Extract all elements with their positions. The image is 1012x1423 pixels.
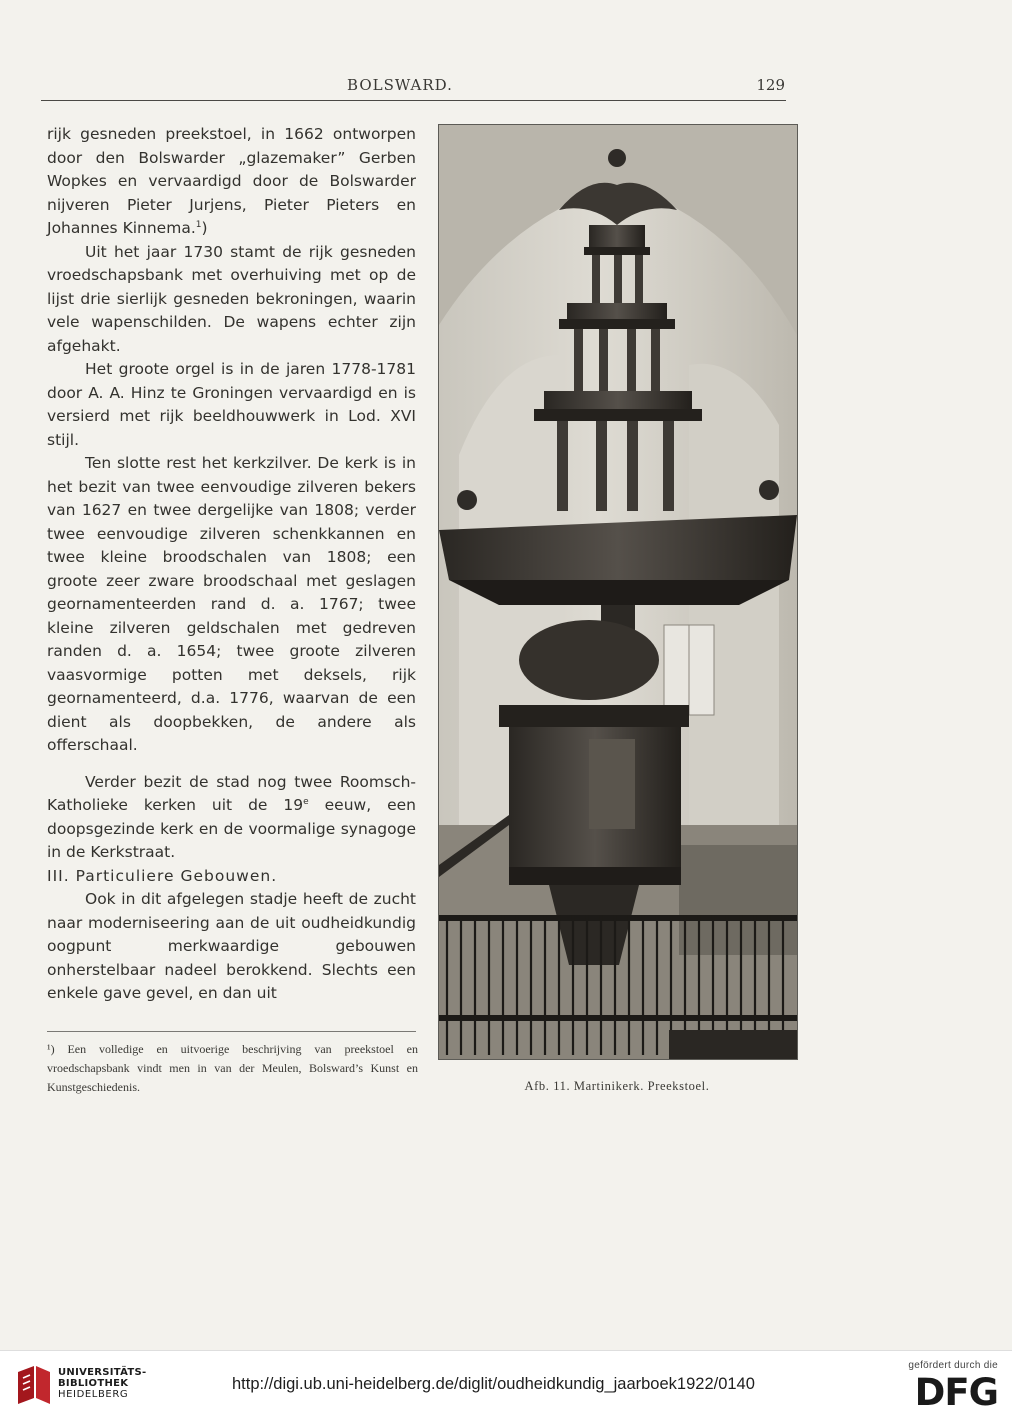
paragraph-council-bench: Uit het jaar 1730 stamt de rijk gesneden vroedschapsbank met overhuiving met op de lijst drie sierlijk gesneden bekroningen, waarin vele wapenschilden. De wapens echter zijn afgehakt. [47, 242, 416, 355]
footnote-rule [47, 1031, 416, 1032]
footnote-ref-paren: ) [201, 219, 208, 237]
footnote [47, 1040, 418, 1097]
university-library-name[interactable] [58, 1367, 147, 1400]
paragraph-other-churches-a: Verder bezit de stad nog twee Roomsch-Katholieke kerken uit de 19 [47, 772, 416, 814]
paragraph-other-churches-b: eeuw, een doopsgezinde kerk en de voormalige synagoge in de Kerkstraat. [47, 796, 416, 861]
pulpit-illustration [439, 125, 797, 1059]
page-number: 129 [756, 76, 785, 94]
paragraph-private-buildings: Ook in dit afgelegen stadje heeft de zucht naar moderniseering aan de uit oudheidkundig oogpunt merkwaardige gebouwen onherstelbaar nadeel berokkend. Slechts een enkele gave gevel, en dan uit [47, 890, 416, 1002]
funder-block[interactable] [900, 1360, 998, 1413]
pulpit-photograph [438, 124, 798, 1060]
university-library-logo-icon[interactable] [14, 1364, 54, 1408]
header-rule [41, 100, 786, 101]
paragraph-church-silver: Ten slotte rest het kerkzilver. De kerk is in het bezit van twee eenvoudige zilveren bekers van 1627 en twee dergelijke van 1808; verder twee eenvoudige zilveren schenkkannen en twee kleine broodschalen van 1808; een groote zeer zware broodschaal met geslagen geornamenteerden rand d. a. 1767; twee kleine zilveren geldschalen met gedreven randen d. a. 1654; twee groote zilveren vaasvormige potten met deksels, rijk geornamenteerd, d.a. 1776, waarvan de een dient als doopbekken, de andere als offerschaal. [47, 454, 416, 754]
footer-bar [0, 1350, 1012, 1423]
paragraph-pulpit [47, 123, 416, 241]
section-heading: III. Particuliere Gebouwen. [47, 866, 278, 885]
figure-caption: Afb. 11. Martinikerk. Preekstoel. [524, 1079, 710, 1093]
dfg-logo: DFG [914, 1371, 998, 1414]
running-title: BOLSWARD. [347, 76, 453, 94]
library-name-line1: UNIVERSITÄTS- [58, 1367, 147, 1378]
permalink-url[interactable]: http://digi.ub.uni-heidelberg.de/diglit/oudheidkundig_jaarboek1922/0140 [232, 1375, 755, 1393]
funding-note: gefördert durch die [908, 1360, 998, 1371]
paragraph-organ: Het groote orgel is in de jaren 1778-1781 door A. A. Hinz te Groningen vervaardigd en is versierd met rijk beeldhouwwerk in Lod. XVI stijl. [47, 360, 416, 449]
century-superscript: e [303, 796, 309, 807]
library-name-line2: BIBLIOTHEK [58, 1378, 129, 1389]
text-column [47, 123, 416, 1006]
paragraph-other-churches [47, 771, 416, 865]
paragraph-pulpit-text: rijk gesneden preekstoel, in 1662 ontworpen door den Bolswarder „glazemaker” Gerben Wopkes en vervaardigd door de Bolswarder nijveren Pieter Jurjens, Pieter Pieters en Johannes Kinnema. [47, 125, 416, 237]
footnote-marker: ¹) [47, 1042, 55, 1056]
library-name-line3: HEIDELBERG [58, 1389, 129, 1400]
footnote-ref: 1 [195, 219, 202, 230]
footnote-text: Een volledige en uitvoerige beschrijving van preekstoel en vroedschapsbank vindt men in van der Meulen, Bolsward’s Kunst en Kunstgeschiedenis. [47, 1042, 418, 1094]
